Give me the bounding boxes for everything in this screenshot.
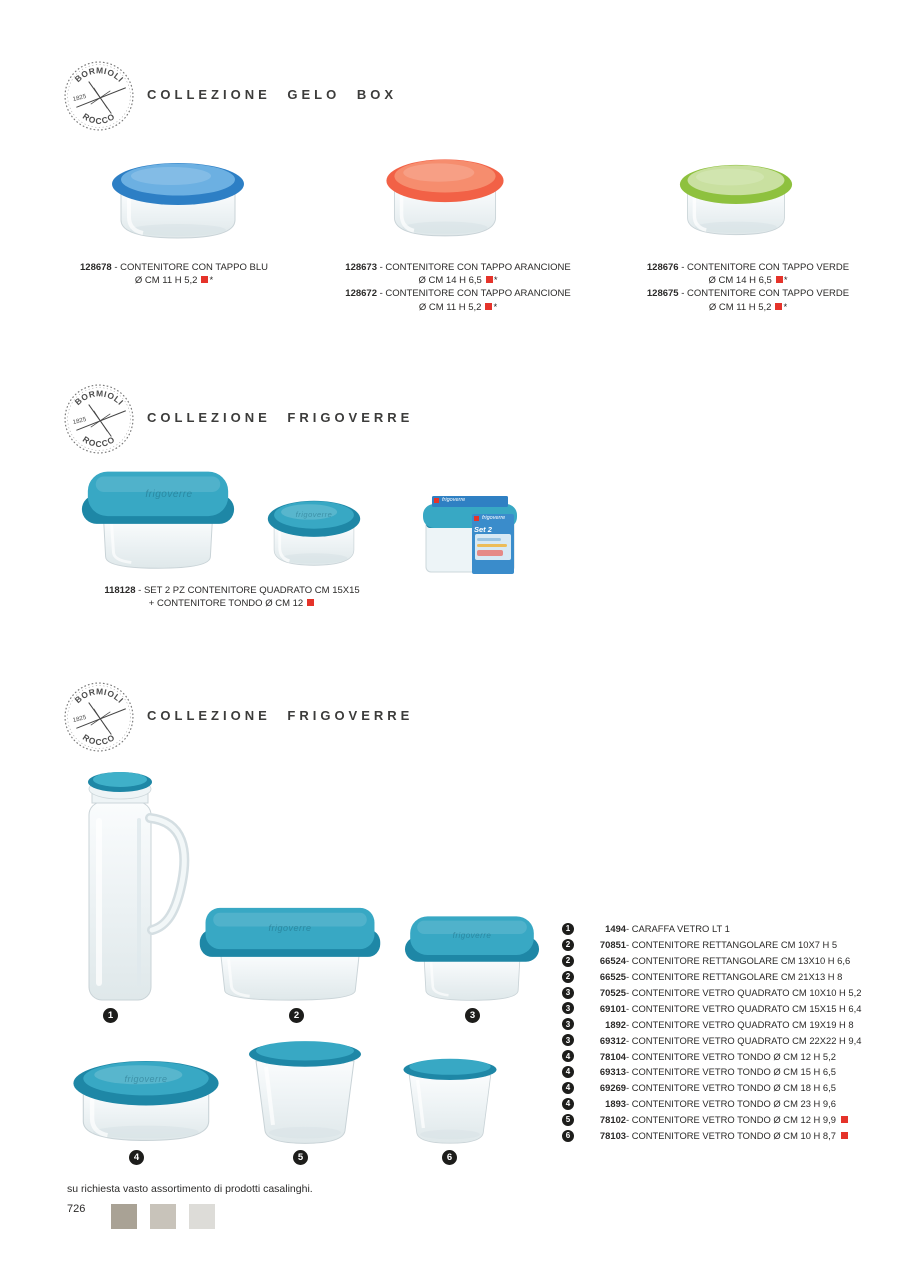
product-desc: - CONTENITORE VETRO QUADRATO CM 22X22 H 9,4 bbox=[626, 1034, 862, 1046]
product-desc: - CONTENITORE RETTANGOLARE CM 13X10 H 6,6 bbox=[626, 955, 851, 967]
product-desc: - CONTENITORE VETRO QUADRATO CM 19X19 H 8 bbox=[626, 1018, 854, 1030]
product-image-set-2-pz-package bbox=[420, 494, 520, 576]
lid-embossed-text: frigoverre bbox=[145, 489, 193, 500]
caption-line bbox=[336, 287, 580, 300]
product-image-contenitore-tappo-verde bbox=[668, 150, 804, 243]
product-image-caraffa bbox=[68, 756, 202, 1010]
product-desc: - CONTENITORE RETTANGOLARE CM 21X13 H 8 bbox=[626, 971, 843, 983]
product-list-row bbox=[562, 1064, 918, 1080]
product-desc: - CONTENITORE VETRO QUADRATO CM 15X15 H 6,4 bbox=[626, 1002, 862, 1014]
item-number-badge: 6 bbox=[562, 1130, 574, 1142]
product-code: 78104 bbox=[599, 1050, 626, 1062]
package-brand-text: frigoverre bbox=[442, 497, 466, 503]
footer-note: su richiesta vasto assortimento di prodotti casalinghi. bbox=[67, 1183, 313, 1195]
asterisk-marker: * bbox=[493, 301, 498, 313]
footer-color-square-2 bbox=[150, 1204, 176, 1229]
product-size: Ø CM 11 H 5,2 bbox=[418, 301, 482, 313]
product-desc: - CONTENITORE VETRO QUADRATO CM 10X10 H 5,2 bbox=[626, 987, 862, 998]
product-size: Ø CM 11 H 5,2 bbox=[134, 275, 198, 287]
caption-gelo-verde bbox=[626, 261, 870, 314]
product-list-row bbox=[562, 1048, 918, 1064]
red-square-marker bbox=[841, 1132, 848, 1139]
bormioli-rocco-logo bbox=[63, 60, 135, 132]
caption-line bbox=[72, 597, 392, 610]
asterisk-marker: * bbox=[783, 301, 788, 313]
product-desc: - CARAFFA VETRO LT 1 bbox=[626, 923, 730, 935]
product-code: 1893 bbox=[605, 1098, 626, 1110]
product-code: 69101 bbox=[599, 1002, 626, 1014]
product-desc: - CONTENITORE CON TAPPO VERDE bbox=[678, 262, 850, 273]
figure-badge-6: 6 bbox=[442, 1150, 457, 1165]
red-square-marker bbox=[776, 276, 783, 283]
product-list-row bbox=[562, 1032, 918, 1048]
product-desc: - CONTENITORE VETRO TONDO Ø CM 23 H 9,6 bbox=[626, 1098, 836, 1110]
caption-gelo-blu bbox=[58, 261, 290, 287]
product-code: 1892 bbox=[605, 1018, 626, 1030]
product-code: 66524 bbox=[599, 955, 626, 967]
lid-embossed-text: frigoverre bbox=[295, 510, 333, 519]
product-desc: - CONTENITORE VETRO TONDO Ø CM 12 H 5,2 bbox=[626, 1050, 836, 1062]
product-list bbox=[562, 921, 918, 1143]
asterisk-marker: * bbox=[209, 275, 214, 287]
caption-line bbox=[58, 261, 290, 274]
item-number-badge: 2 bbox=[562, 971, 574, 983]
product-code: 128675 bbox=[646, 288, 679, 300]
product-code: 66525 bbox=[599, 971, 626, 983]
product-size: Ø CM 11 H 5,2 bbox=[708, 301, 772, 313]
product-list-row bbox=[562, 1080, 918, 1096]
product-code: 70851 bbox=[599, 939, 626, 951]
caption-line bbox=[626, 287, 870, 300]
item-number-badge: 4 bbox=[562, 1050, 574, 1062]
product-list-row bbox=[562, 985, 918, 1001]
product-size: Ø CM 14 H 6,5 bbox=[708, 275, 772, 287]
caption-line bbox=[626, 301, 870, 314]
package-brand-text: frigoverre bbox=[482, 515, 506, 521]
bormioli-rocco-logo bbox=[63, 681, 135, 753]
product-image-contenitore-tondo-piccolo bbox=[396, 1048, 504, 1152]
item-number-badge: 2 bbox=[562, 939, 574, 951]
package-set-label: Set 2 bbox=[474, 525, 492, 534]
caption-set-118128 bbox=[72, 584, 392, 610]
product-code: 69313 bbox=[599, 1066, 626, 1078]
product-desc: - CONTENITORE VETRO TONDO Ø CM 10 H 8,7 bbox=[626, 1130, 836, 1142]
asterisk-marker: * bbox=[783, 275, 788, 287]
product-code: 118128 bbox=[104, 585, 136, 596]
item-number-badge: 3 bbox=[562, 1018, 574, 1030]
product-code: 78102 bbox=[599, 1114, 626, 1126]
product-list-row bbox=[562, 1128, 918, 1144]
product-image-contenitore-tappo-arancione bbox=[374, 143, 516, 245]
section-title-frigoverre-1: COLLEZIONE FRIGOVERRE bbox=[147, 410, 414, 425]
item-number-badge: 5 bbox=[562, 1114, 574, 1126]
lid-embossed-text: frigoverre bbox=[268, 923, 312, 933]
product-desc: - CONTENITORE VETRO TONDO Ø CM 18 H 6,5 bbox=[626, 1082, 836, 1094]
lid-embossed-text: frigoverre bbox=[452, 931, 492, 940]
item-number-badge: 4 bbox=[562, 1082, 574, 1094]
caption-line bbox=[336, 301, 580, 314]
product-desc: - CONTENITORE CON TAPPO ARANCIONE bbox=[376, 262, 571, 273]
caption-line bbox=[72, 584, 392, 597]
product-image-contenitore-rettangolare bbox=[194, 900, 386, 1006]
product-list-row bbox=[562, 1016, 918, 1032]
caption-line bbox=[336, 274, 580, 287]
section-title-gelo-box: COLLEZIONE GELO BOX bbox=[147, 87, 398, 102]
item-number-badge: 4 bbox=[562, 1066, 574, 1078]
red-square-marker bbox=[307, 599, 314, 606]
footer-color-square-1 bbox=[111, 1204, 137, 1229]
product-image-contenitore-tappo-blu bbox=[98, 147, 258, 247]
product-desc: - SET 2 PZ CONTENITORE QUADRATO CM 15X15 bbox=[135, 585, 360, 596]
product-desc: - CONTENITORE VETRO TONDO Ø CM 15 H 6,5 bbox=[626, 1066, 836, 1078]
product-list-row bbox=[562, 953, 918, 969]
caption-line bbox=[626, 261, 870, 274]
product-list-row bbox=[562, 937, 918, 953]
product-desc: - CONTENITORE CON TAPPO ARANCIONE bbox=[376, 288, 571, 300]
product-code: 70525 bbox=[599, 987, 626, 998]
product-list-row bbox=[562, 1096, 918, 1112]
page-number: 726 bbox=[67, 1203, 86, 1215]
footer-color-square-3 bbox=[189, 1204, 215, 1229]
product-code: 69269 bbox=[599, 1082, 626, 1094]
product-code: 78103 bbox=[599, 1130, 626, 1142]
product-image-contenitore-tondo-alto bbox=[240, 1028, 370, 1154]
caption-line bbox=[58, 274, 290, 287]
product-list-row bbox=[562, 921, 918, 937]
caption-line bbox=[336, 261, 580, 274]
product-code: 128673 bbox=[345, 262, 377, 273]
product-list-row bbox=[562, 1112, 918, 1128]
product-desc: - CONTENITORE RETTANGOLARE CM 10X7 H 5 bbox=[626, 939, 838, 951]
product-image-contenitore-tondo bbox=[258, 487, 370, 573]
product-desc: - CONTENITORE VETRO TONDO Ø CM 12 H 9,9 bbox=[626, 1114, 836, 1126]
item-number-badge: 2 bbox=[562, 955, 574, 967]
product-code: 128678 bbox=[80, 262, 112, 273]
bormioli-rocco-logo bbox=[63, 383, 135, 455]
item-number-badge: 4 bbox=[562, 1098, 574, 1110]
item-number-badge: 3 bbox=[562, 987, 574, 999]
product-code: 1494 bbox=[605, 923, 626, 935]
lid-embossed-text: frigoverre bbox=[124, 1074, 168, 1084]
product-desc: - CONTENITORE CON TAPPO VERDE bbox=[678, 288, 850, 300]
red-square-marker bbox=[486, 276, 493, 283]
product-image-contenitore-quadrato bbox=[398, 908, 546, 1007]
figure-badge-2: 2 bbox=[289, 1008, 304, 1023]
caption-gelo-arancione bbox=[336, 261, 580, 314]
item-number-badge: 1 bbox=[562, 923, 574, 935]
red-square-marker bbox=[775, 303, 782, 310]
figure-badge-5: 5 bbox=[293, 1150, 308, 1165]
product-size: Ø CM 14 H 6,5 bbox=[418, 275, 482, 287]
red-square-marker bbox=[201, 276, 208, 283]
red-square-marker bbox=[841, 1116, 848, 1123]
figure-badge-3: 3 bbox=[465, 1008, 480, 1023]
product-image-contenitore-tondo-basso bbox=[58, 1044, 234, 1150]
product-desc: + CONTENITORE TONDO Ø CM 12 bbox=[148, 598, 304, 610]
figure-badge-4: 4 bbox=[129, 1150, 144, 1165]
product-code: 69312 bbox=[599, 1034, 626, 1046]
asterisk-marker: * bbox=[493, 275, 498, 287]
product-list-row bbox=[562, 1000, 918, 1016]
figure-badge-1: 1 bbox=[103, 1008, 118, 1023]
item-number-badge: 3 bbox=[562, 1002, 574, 1014]
product-code: 128672 bbox=[345, 288, 377, 300]
product-code: 128676 bbox=[646, 262, 679, 273]
caption-line bbox=[626, 274, 870, 287]
product-image-contenitore-quadrato bbox=[74, 462, 242, 576]
item-number-badge: 3 bbox=[562, 1034, 574, 1046]
section-title-frigoverre-2: COLLEZIONE FRIGOVERRE bbox=[147, 708, 414, 723]
product-desc: - CONTENITORE CON TAPPO BLU bbox=[111, 262, 268, 273]
red-square-marker bbox=[485, 303, 492, 310]
product-list-row bbox=[562, 969, 918, 985]
